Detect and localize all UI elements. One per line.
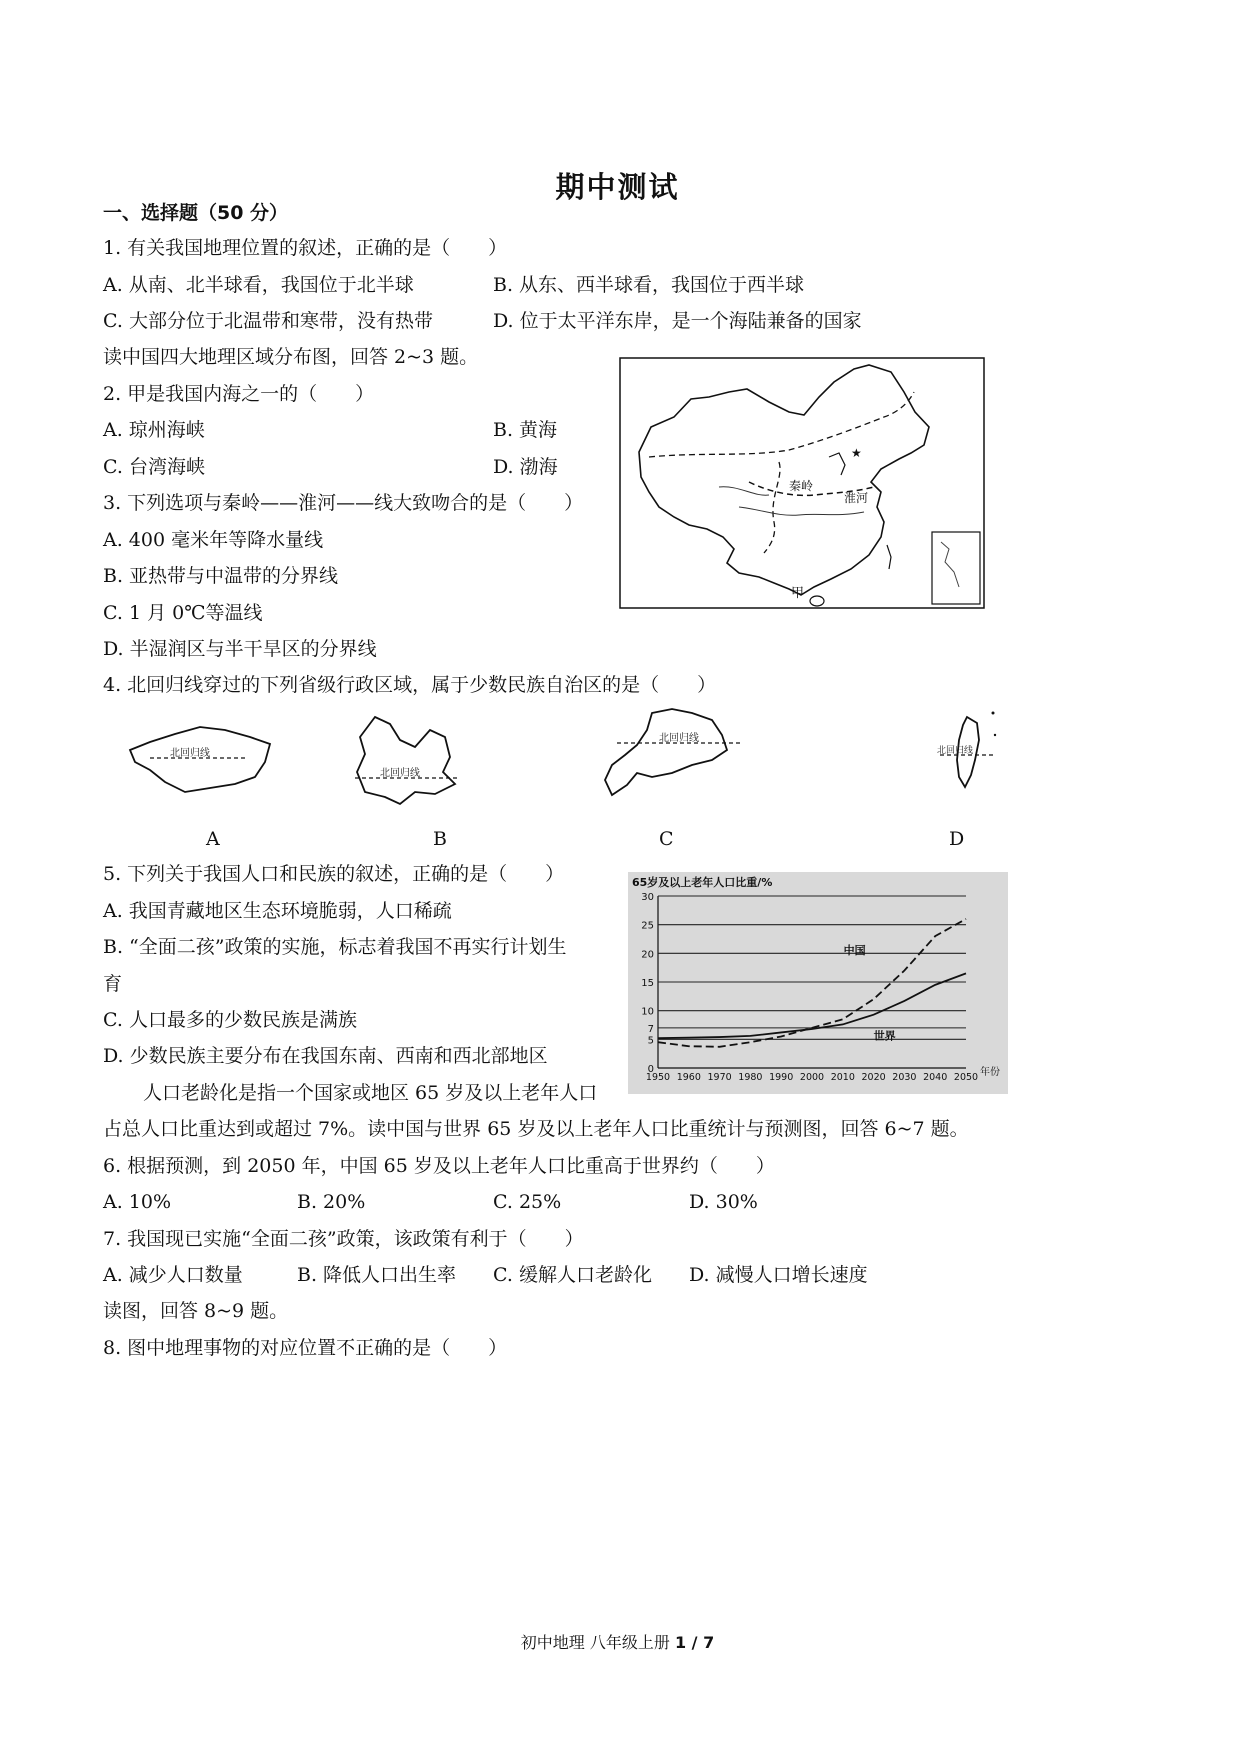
intro-6-7-line1: 人口老龄化是指一个国家或地区 65 岁及以上老年人口 <box>143 1082 598 1104</box>
q4-label-a: A <box>206 828 220 850</box>
q4-label-b: B <box>433 828 447 850</box>
province-outline-d <box>935 705 1000 805</box>
footer-text: 初中地理 八年级上册 <box>520 1633 675 1652</box>
map-label-huaihe: 淮河 <box>844 491 869 505</box>
chart-x-tick-label: 2000 <box>799 1072 825 1083</box>
q5-option-b-line2: 育 <box>103 973 123 995</box>
chart-y-tick-label: 7 <box>647 1023 654 1035</box>
province-outline-c <box>597 705 747 805</box>
chart-x-tick-label: 2030 <box>892 1072 917 1083</box>
question-5-stem: 5. 下列关于我国人口和民族的叙述，正确的是（ ） <box>103 863 565 885</box>
chart-x-tick-label: 1970 <box>707 1072 732 1083</box>
page-footer <box>0 1630 1235 1653</box>
chart-y-tick-label: 5 <box>647 1035 654 1047</box>
question-6-stem: 6. 根据预测，到 2050 年，中国 65 岁及以上老年人口比重高于世界约（ ） <box>103 1155 775 1177</box>
intro-6-7-line2: 占总人口比重达到或超过 7%。读中国与世界 65 岁及以上老年人口比重统计与预测图，回答 6~7 题。 <box>103 1118 969 1140</box>
question-7-stem: 7. 我国现已实施“全面二孩”政策，该政策有利于（ ） <box>103 1228 584 1250</box>
q3-option-a: A. 400 毫米年等降水量线 <box>103 529 324 551</box>
chart-x-tick-label: 2020 <box>861 1072 886 1083</box>
q3-option-b: B. 亚热带与中温带的分界线 <box>103 565 339 587</box>
q7-option-a: A. 减少人口数量 <box>103 1264 243 1286</box>
chart-x-tick-label: 2040 <box>923 1072 948 1083</box>
q6-option-d: D. 30% <box>689 1191 758 1213</box>
chart-series-label: 中国 <box>843 944 866 958</box>
chart-x-tick-label: 2010 <box>830 1072 855 1083</box>
chart-title: 65岁及以上老年人口比重/% <box>632 876 773 889</box>
chart-y-tick-label: 10 <box>641 1006 654 1018</box>
q1-option-d: D. 位于太平洋东岸，是一个海陆兼备的国家 <box>493 310 862 332</box>
q2-option-b: B. 黄海 <box>493 419 558 441</box>
tropic-label-c: 北回归线 <box>659 733 699 744</box>
map-label-qinling: 秦岭 <box>789 479 814 493</box>
province-outline-a <box>125 722 280 797</box>
intro-8-9: 读图，回答 8~9 题。 <box>103 1300 289 1322</box>
q3-option-c: C. 1 月 0℃等温线 <box>103 602 263 624</box>
tropic-label-a: 北回归线 <box>170 748 210 759</box>
question-8-stem: 8. 图中地理事物的对应位置不正确的是（ ） <box>103 1337 508 1359</box>
q5-option-d: D. 少数民族主要分布在我国东南、西南和西北部地区 <box>103 1045 548 1067</box>
q2-option-a: A. 琼州海峡 <box>103 419 205 441</box>
south-china-sea-inset <box>932 532 980 604</box>
question-1-stem: 1. 有关我国地理位置的叙述，正确的是（ ） <box>103 237 508 259</box>
q5-option-b-line1: B. “全面二孩”政策的实施，标志着我国不再实行计划生 <box>103 936 567 958</box>
q5-option-c: C. 人口最多的少数民族是满族 <box>103 1009 357 1031</box>
tropic-label-b: 北回归线 <box>380 768 420 779</box>
intro-2-3: 读中国四大地理区域分布图，回答 2~3 题。 <box>103 346 479 368</box>
question-4-stem: 4. 北回归线穿过的下列省级行政区域，属于少数民族自治区的是（ ） <box>103 674 717 696</box>
map-label-jia: 甲 <box>791 586 805 601</box>
tropic-label-d: 北回归线 <box>937 746 974 756</box>
question-3-stem: 3. 下列选项与秦岭——淮河——线大致吻合的是（ ） <box>103 492 584 514</box>
province-outline-b <box>345 712 475 812</box>
chart-x-tick-label: 1990 <box>769 1072 794 1083</box>
q6-option-c: C. 25% <box>493 1191 562 1213</box>
page-title: 期中测试 <box>555 170 680 204</box>
chart-y-tick-label: 30 <box>641 892 654 903</box>
page-number: 1 / 7 <box>674 1633 715 1652</box>
q6-option-b: B. 20% <box>297 1191 366 1213</box>
q5-option-a: A. 我国青藏地区生态环境脆弱，人口稀疏 <box>103 900 452 922</box>
q4-label-c: C <box>659 828 674 850</box>
chart-x-tick-label: 1950 <box>645 1072 671 1083</box>
q2-option-c: C. 台湾海峡 <box>103 456 205 478</box>
chart-x-tick-label: 2050 <box>953 1072 979 1083</box>
q1-option-a: A. 从南、北半球看，我国位于北半球 <box>103 274 414 296</box>
chart-y-tick-label: 20 <box>641 949 654 961</box>
chart-y-tick-label: 0 <box>647 1064 654 1075</box>
q1-option-c: C. 大部分位于北温带和寒带，没有热带 <box>103 310 433 332</box>
q7-option-d: D. 减慢人口增长速度 <box>689 1264 868 1286</box>
q1-option-b: B. 从东、西半球看，我国位于西半球 <box>493 274 805 296</box>
q4-label-d: D <box>949 828 965 850</box>
chart-x-tick-label: 1980 <box>738 1072 763 1083</box>
chart-series-label: 世界 <box>873 1029 896 1043</box>
aging-chart <box>628 872 1008 1094</box>
chart-x-tick-label: 1960 <box>676 1072 701 1083</box>
capital-star-icon: ★ <box>851 446 862 460</box>
chart-x-axis-label: 年份 <box>980 1067 1000 1078</box>
china-regions-map <box>619 357 985 609</box>
chart-y-tick-label: 25 <box>641 920 654 932</box>
q3-option-d: D. 半湿润区与半干旱区的分界线 <box>103 638 377 660</box>
q6-option-a: A. 10% <box>103 1191 172 1213</box>
section-heading: 一、选择题（50 分） <box>103 202 289 224</box>
q7-option-b: B. 降低人口出生率 <box>297 1264 457 1286</box>
q2-option-d: D. 渤海 <box>493 456 558 478</box>
chart-y-tick-label: 15 <box>641 978 654 989</box>
question-2-stem: 2. 甲是我国内海之一的（ ） <box>103 383 375 405</box>
q7-option-c: C. 缓解人口老龄化 <box>493 1264 652 1286</box>
